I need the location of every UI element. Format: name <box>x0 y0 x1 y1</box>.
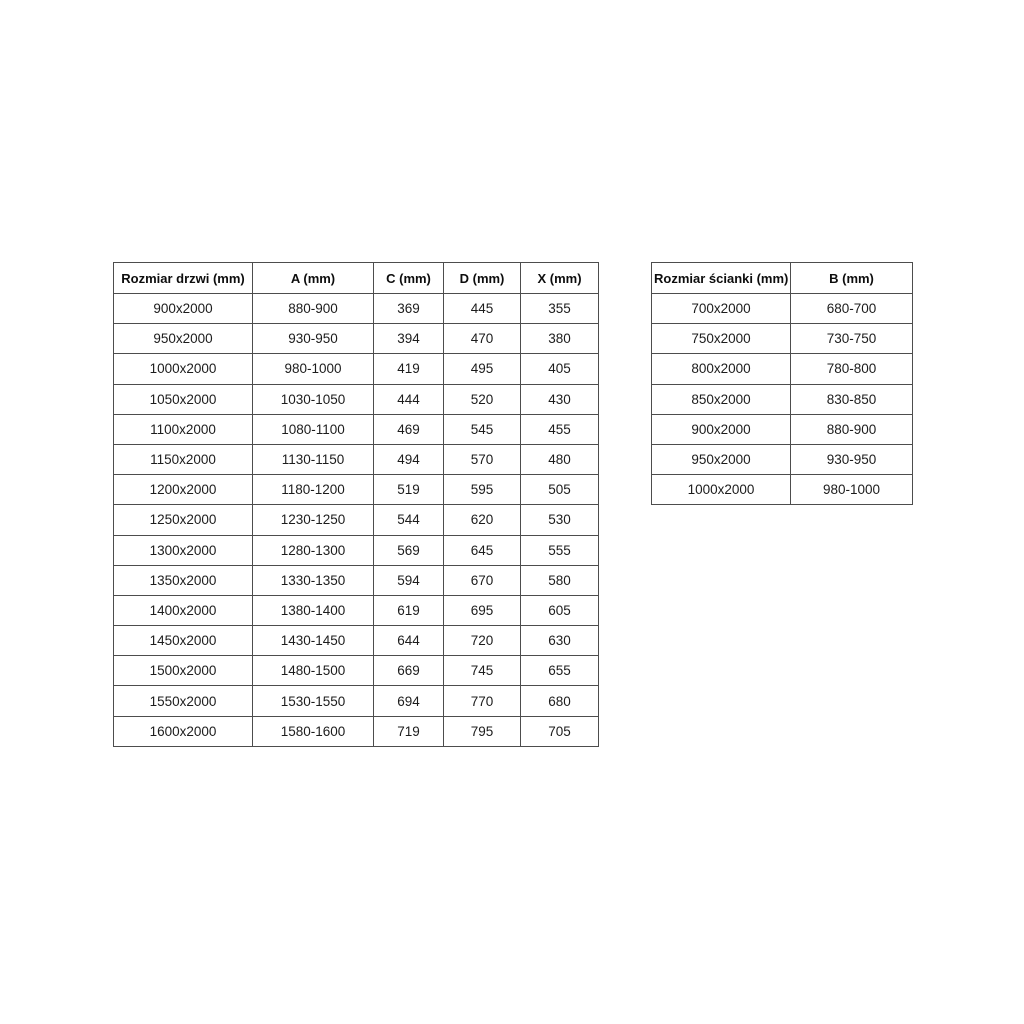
cell: 369 <box>374 294 444 324</box>
cell: 569 <box>374 535 444 565</box>
cell: 580 <box>521 565 599 595</box>
cell: 655 <box>521 656 599 686</box>
table-row <box>114 716 599 746</box>
table-row <box>652 354 913 384</box>
cell: 900x2000 <box>652 414 791 444</box>
cell: 594 <box>374 565 444 595</box>
table-row <box>114 444 599 474</box>
cell: 1130-1150 <box>253 444 374 474</box>
cell: 630 <box>521 626 599 656</box>
cell: 1000x2000 <box>652 475 791 505</box>
cell: 1550x2000 <box>114 686 253 716</box>
table-header-row <box>652 263 913 294</box>
cell: 680-700 <box>791 294 913 324</box>
table-row <box>114 535 599 565</box>
cell: 595 <box>444 475 521 505</box>
cell: 1430-1450 <box>253 626 374 656</box>
column-header-rozmiar-scianki: Rozmiar ścianki (mm) <box>652 263 791 294</box>
table-row <box>114 595 599 625</box>
cell: 1100x2000 <box>114 414 253 444</box>
table-row <box>114 324 599 354</box>
column-header-c: C (mm) <box>374 263 444 294</box>
table-row <box>114 384 599 414</box>
table-row <box>114 475 599 505</box>
cell: 544 <box>374 505 444 535</box>
column-header-d: D (mm) <box>444 263 521 294</box>
cell: 800x2000 <box>652 354 791 384</box>
cell: 470 <box>444 324 521 354</box>
cell: 430 <box>521 384 599 414</box>
cell: 1150x2000 <box>114 444 253 474</box>
column-header-a: A (mm) <box>253 263 374 294</box>
table-row <box>652 294 913 324</box>
cell: 930-950 <box>791 444 913 474</box>
cell: 705 <box>521 716 599 746</box>
cell: 1050x2000 <box>114 384 253 414</box>
cell: 1450x2000 <box>114 626 253 656</box>
cell: 505 <box>521 475 599 505</box>
cell: 1230-1250 <box>253 505 374 535</box>
door-sizes-table <box>113 262 599 747</box>
cell: 444 <box>374 384 444 414</box>
cell: 680 <box>521 686 599 716</box>
table-row <box>114 626 599 656</box>
table-row <box>114 565 599 595</box>
cell: 1400x2000 <box>114 595 253 625</box>
cell: 520 <box>444 384 521 414</box>
cell: 950x2000 <box>652 444 791 474</box>
cell: 1600x2000 <box>114 716 253 746</box>
cell: 980-1000 <box>791 475 913 505</box>
cell: 695 <box>444 595 521 625</box>
cell: 394 <box>374 324 444 354</box>
cell: 380 <box>521 324 599 354</box>
table-row <box>652 384 913 414</box>
cell: 670 <box>444 565 521 595</box>
cell: 494 <box>374 444 444 474</box>
cell: 605 <box>521 595 599 625</box>
table-row <box>652 444 913 474</box>
cell: 719 <box>374 716 444 746</box>
cell: 930-950 <box>253 324 374 354</box>
cell: 619 <box>374 595 444 625</box>
cell: 445 <box>444 294 521 324</box>
cell: 1000x2000 <box>114 354 253 384</box>
cell: 669 <box>374 656 444 686</box>
table-row <box>114 686 599 716</box>
cell: 519 <box>374 475 444 505</box>
cell: 950x2000 <box>114 324 253 354</box>
column-header-rozmiar-drzwi: Rozmiar drzwi (mm) <box>114 263 253 294</box>
cell: 720 <box>444 626 521 656</box>
table-row <box>652 414 913 444</box>
cell: 1250x2000 <box>114 505 253 535</box>
cell: 620 <box>444 505 521 535</box>
cell: 1330-1350 <box>253 565 374 595</box>
cell: 405 <box>521 354 599 384</box>
cell: 495 <box>444 354 521 384</box>
cell: 830-850 <box>791 384 913 414</box>
cell: 850x2000 <box>652 384 791 414</box>
cell: 1380-1400 <box>253 595 374 625</box>
table-row <box>114 505 599 535</box>
cell: 1300x2000 <box>114 535 253 565</box>
table-header-row <box>114 263 599 294</box>
cell: 1480-1500 <box>253 656 374 686</box>
cell: 1180-1200 <box>253 475 374 505</box>
cell: 880-900 <box>253 294 374 324</box>
cell: 455 <box>521 414 599 444</box>
table-row <box>114 354 599 384</box>
cell: 355 <box>521 294 599 324</box>
cell: 469 <box>374 414 444 444</box>
table-row <box>114 414 599 444</box>
cell: 750x2000 <box>652 324 791 354</box>
table-row <box>652 324 913 354</box>
cell: 730-750 <box>791 324 913 354</box>
cell: 644 <box>374 626 444 656</box>
cell: 555 <box>521 535 599 565</box>
cell: 694 <box>374 686 444 716</box>
cell: 530 <box>521 505 599 535</box>
table-row <box>652 475 913 505</box>
cell: 770 <box>444 686 521 716</box>
cell: 1580-1600 <box>253 716 374 746</box>
cell: 1030-1050 <box>253 384 374 414</box>
table-row <box>114 656 599 686</box>
cell: 1530-1550 <box>253 686 374 716</box>
column-header-x: X (mm) <box>521 263 599 294</box>
cell: 1500x2000 <box>114 656 253 686</box>
cell: 480 <box>521 444 599 474</box>
cell: 570 <box>444 444 521 474</box>
cell: 419 <box>374 354 444 384</box>
cell: 1080-1100 <box>253 414 374 444</box>
cell: 1200x2000 <box>114 475 253 505</box>
cell: 980-1000 <box>253 354 374 384</box>
cell: 700x2000 <box>652 294 791 324</box>
wall-sizes-table <box>651 262 913 505</box>
cell: 645 <box>444 535 521 565</box>
cell: 545 <box>444 414 521 444</box>
cell: 795 <box>444 716 521 746</box>
cell: 900x2000 <box>114 294 253 324</box>
cell: 880-900 <box>791 414 913 444</box>
table-row <box>114 294 599 324</box>
cell: 1280-1300 <box>253 535 374 565</box>
column-header-b: B (mm) <box>791 263 913 294</box>
walls-table-body <box>652 294 913 505</box>
doors-table-body <box>114 294 599 747</box>
cell: 1350x2000 <box>114 565 253 595</box>
cell: 780-800 <box>791 354 913 384</box>
cell: 745 <box>444 656 521 686</box>
